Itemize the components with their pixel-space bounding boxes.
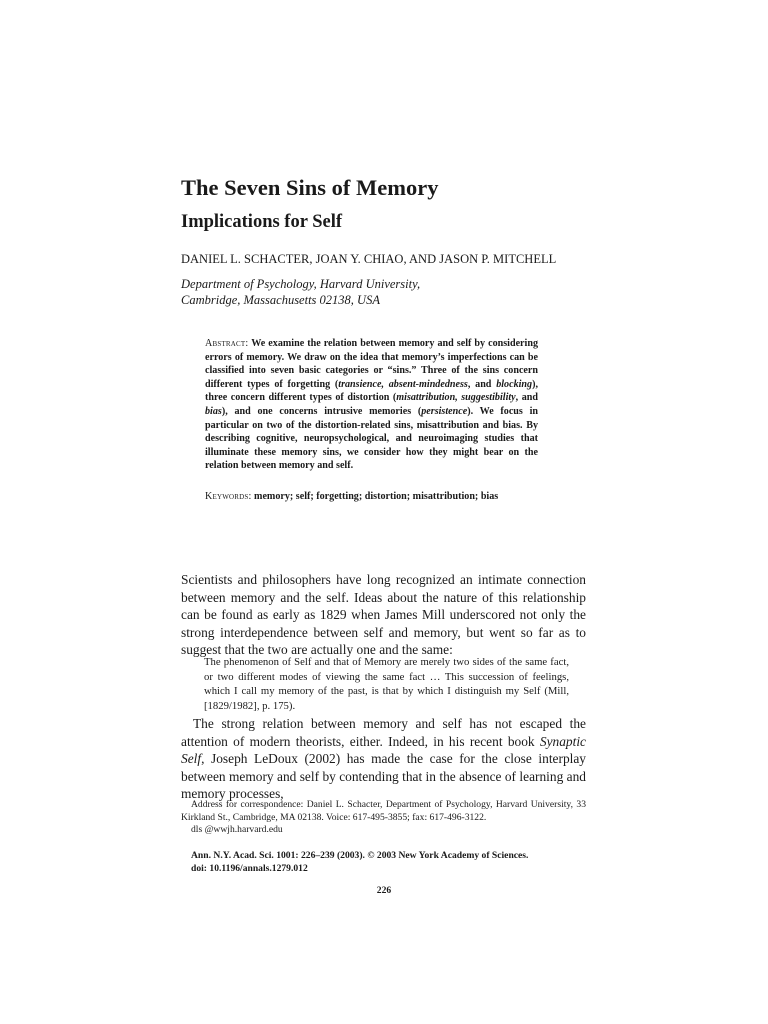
block-quote: The phenomenon of Self and that of Memory are merely two sides of the same fact, or two different modes of viewing the same fact … This succession of feelings, which I call my memory of the past, is that by which I distinguish my Self (Mill, [1829/1982], p. 175). [204,656,569,712]
abstract-term: misattribution, suggestibility [396,392,516,404]
abstract-text: ), and one concerns intrusive memories ( [221,405,422,417]
abstract [205,337,538,473]
keywords-text: memory; self; forgetting; distortion; misattribution; bias [251,491,499,502]
page-number: 226 [376,885,392,896]
correspondence-address: Address for correspondence: Daniel L. Schacter, Department of Psychology, Harvard University, 33 Kirkland St., Cambridge, MA 02138. Voice: 617-495-3855; fax: 617-496-3122. [181,799,586,823]
article-subtitle: Implications for Self [181,212,343,232]
abstract-label: Abstract: [205,338,249,349]
abstract-term: transience, absent-mindedness [338,378,468,390]
footnote [181,799,586,837]
journal-citation: Ann. N.Y. Acad. Sci. 1001: 226–239 (2003). © 2003 New York Academy of Sciences. [191,850,529,861]
body-text: The strong relation between memory and self has not escaped the attention of modern theorists, either. Indeed, in his recent book [181,716,586,749]
abstract-term: bias [205,405,222,417]
keywords-label: Keywords: [205,491,252,502]
affiliation-line: Department of Psychology, Harvard University, [181,277,421,291]
affiliation-line: Cambridge, Massachusetts 02138, USA [181,293,380,307]
abstract-text: ). We focus in particular on two of the distortion-related sins, misattribution and bias. By describing cognitive, neuropsychological, and neuroimaging studies that illuminate these memory sins, we consider how they might bear on the relation between memory and self. [205,405,539,472]
abstract-term: persistence [421,405,468,417]
abstract-text: , and [467,378,497,390]
keywords [205,490,565,504]
citation [191,850,591,876]
abstract-text: ), three concern different types of distortion ( [205,378,538,404]
article-title: The Seven Sins of Memory [181,175,439,200]
body-text: , Joseph LeDoux (2002) has made the case for the close interplay between memory and self by contending that in the absence of learning and memory processes, [181,751,586,802]
body-paragraph [181,715,586,803]
doi: doi: 10.1196/annals.1279.012 [191,862,308,874]
body-paragraph: Scientists and philosophers have long recognized an intimate connection between memory and the self. Ideas about the nature of this relationship can be found as early as 1829 when James Mill underscored not only the strong interdependence between self and memory, but went so far as to suggest that the two are actually one and the same: [181,572,586,658]
abstract-text: , and [515,392,538,404]
abstract-text: We examine the relation between memory and self by considering errors of memory. We draw on the idea that memory’s imperfections can be classified into seven basic categories or “sins.” Three of the sins concern different types of forgetting ( [205,338,538,390]
correspondence-email: dls @wwjh.harvard.edu [191,824,283,836]
abstract-term: blocking [496,378,533,390]
affiliation [181,276,601,308]
author-list: DANIEL L. SCHACTER, JOAN Y. CHIAO, AND JASON P. MITCHELL [181,252,557,266]
book-title: Synaptic Self [181,733,586,767]
